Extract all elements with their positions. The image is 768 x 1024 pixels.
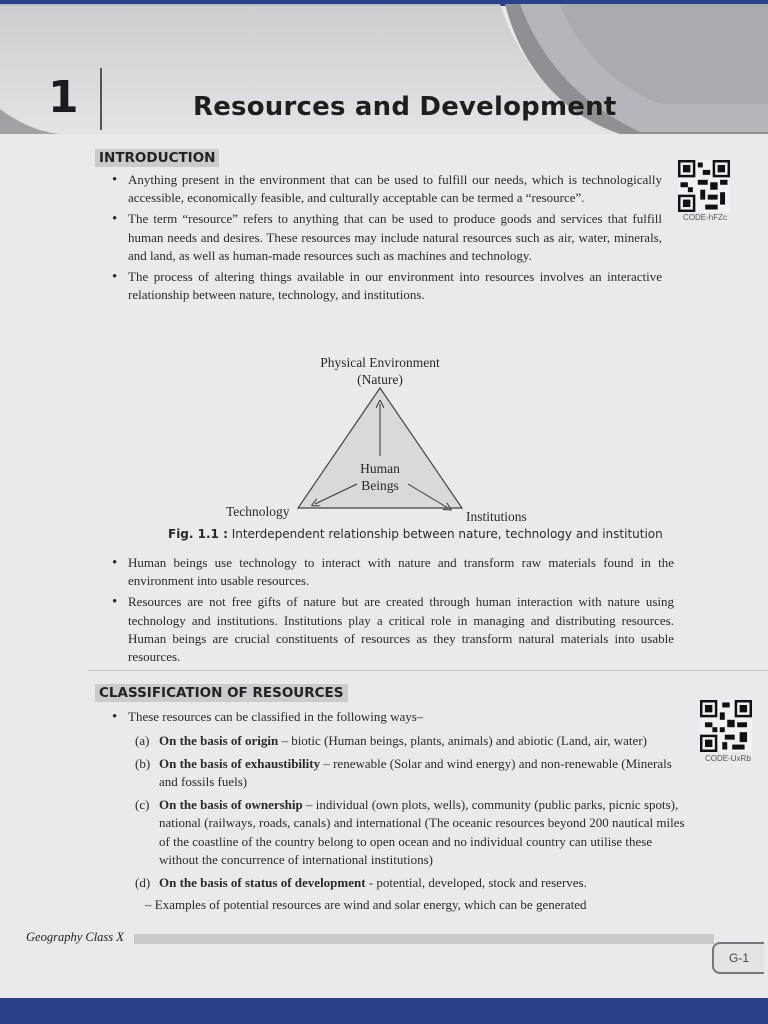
chapter-number: 1 <box>48 72 79 123</box>
diagram-label-nature: Physical Environment (Nature) <box>320 355 440 387</box>
qr-code-icon[interactable] <box>700 700 752 752</box>
list-item: (c) On the basis of ownership – individual (own plots, wells), community (public parks, picnic spots), national (railways, roads, canals) and international (The oceanic resources beyond 200 nautical miles of the coastline of the country belong to open ocean and no individual country can utilise these without the concurrence of international institutions) <box>135 796 685 867</box>
section-heading-classification: CLASSIFICATION OF RESOURCES <box>95 684 348 702</box>
list-item: • Resources are not free gifts of nature but are created through human interaction with nature using technology and institutions. Institutions play a critical role in managing and distributing resources. Human beings are crucial constituents of resources as they transform natural materials into usable resources. <box>112 593 674 666</box>
list-item: • Human beings use technology to interact with nature and transform raw materials found in the environment into usable resources. <box>112 554 674 590</box>
diagram-label-human-beings: Human Beings <box>360 461 400 493</box>
list-item-subline: – Examples of potential resources are wind and solar energy, which can be generated <box>145 897 587 912</box>
introduction-bullet-list <box>112 171 662 307</box>
chapter-title: Resources and Development <box>193 92 617 122</box>
classification-bullet-list <box>112 708 672 729</box>
bottom-color-band <box>0 998 768 1024</box>
qr-code-icon[interactable] <box>678 160 730 212</box>
diagram-label-technology: Technology <box>226 504 290 519</box>
page-number: G-1 <box>712 942 764 974</box>
footer-book-title: Geography Class X <box>26 930 124 944</box>
human-interaction-bullet-list <box>112 554 674 669</box>
list-item: (d) On the basis of status of development - potential, developed, stock and reserves. <box>135 874 587 890</box>
relationship-triangle <box>0 348 768 528</box>
qr-code-label: CODE-UxRb <box>705 754 751 763</box>
list-item: • These resources can be classified in the following ways– <box>112 708 672 726</box>
figure-caption: Fig. 1.1 : Interdependent relationship between nature, technology and institution <box>168 527 663 541</box>
list-item: • Anything present in the environment that can be used to fulfill our needs, which is technologically accessible, economically feasible, and culturally acceptable can be termed a “resource”. <box>112 171 662 207</box>
footer-bar <box>134 934 714 944</box>
chapter-header <box>0 4 768 139</box>
diagram-label-institutions: Institutions <box>466 509 527 524</box>
classification-items <box>135 732 690 919</box>
qr-code-label: CODE-hFZc <box>683 213 727 222</box>
figure-diagram <box>0 348 768 543</box>
list-item: (a) On the basis of origin – biotic (Human beings, plants, animals) and abiotic (Land, air, water) <box>135 733 647 748</box>
chapter-divider-line <box>100 68 102 130</box>
list-item: • The process of altering things available in our environment into resources involves an interactive relationship between nature, technology, and institutions. <box>112 268 662 304</box>
list-item: • The term “resource” refers to anything that can be used to produce goods and services that fulfill human needs and desires. These resources may include natural resources such as air, water, minerals, and land, as well as human-made resources such as machines and technology. <box>112 210 662 265</box>
section-heading-introduction: INTRODUCTION <box>95 149 219 167</box>
section-divider <box>88 670 768 671</box>
list-item: (b) On the basis of exhaustibility – renewable (Solar and wind energy) and non-renewable (Minerals and fossils fuels) <box>135 755 672 789</box>
